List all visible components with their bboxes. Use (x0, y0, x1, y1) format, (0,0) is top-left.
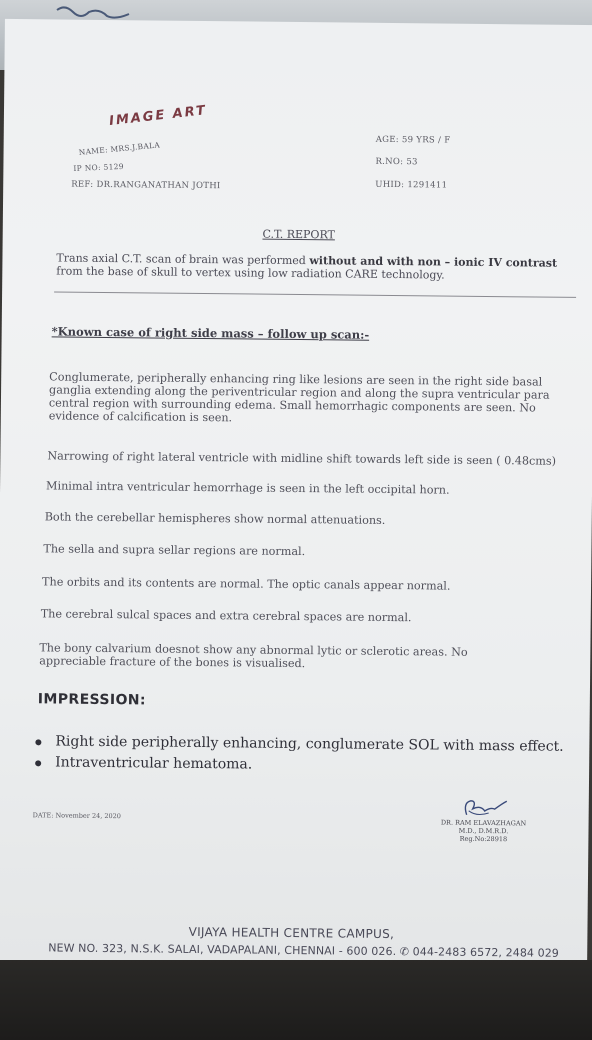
report-title: C.T. REPORT (262, 227, 335, 242)
impression-text: Right side peripherally enhancing, conglumerate SOL with mass effect. (55, 733, 564, 755)
patient-age: AGE: 59 YRS / F (375, 134, 451, 146)
report-date: DATE: November 24, 2020 (32, 811, 121, 821)
doctor-name: DR. RAM ELAVAZHAGAN (440, 818, 527, 828)
divider (54, 291, 576, 297)
impression-heading: IMPRESSION: (37, 691, 147, 709)
background-bottom (0, 960, 592, 1040)
report-intro (56, 251, 566, 282)
intro-text-a: Trans axial C.T. scan of brain was performed (56, 251, 310, 268)
doctor-signoff (428, 818, 538, 843)
finding-paragraph: Narrowing of right lateral ventricle with midline shift towards left side is seen ( 0.48cms) (47, 449, 557, 468)
ip-number: IP NO: 5129 (73, 161, 124, 173)
intro-text-c: from the base of skull to vertex using low radiation CARE technology. (56, 264, 445, 282)
bullet-icon (35, 760, 41, 766)
finding-paragraph: Conglumerate, peripherally enhancing ring like lesions are seen in the right side basal ganglia extending along the periventricular region and along the supra ventricular para central region with surrounding edema. Small hemorrhagic components are seen. No evidence of calcification is seen. (48, 370, 550, 425)
report-paper (0, 19, 592, 970)
impression-text: Intraventricular hematoma. (55, 754, 253, 773)
intro-text-bold: without and with non – ionic IV contrast (309, 254, 558, 270)
referring-doctor: REF: DR.RANGANATHAN JOTHI (71, 179, 221, 192)
finding-paragraph: Minimal intra ventricular hemorrhage is seen in the left occipital horn. (46, 479, 450, 497)
finding-paragraph: Both the cerebellar hemispheres show normal attenuations. (44, 510, 386, 527)
finding-paragraph: The orbits and its contents are normal. The optic canals appear normal. (42, 575, 451, 593)
doctor-registration: Reg.No:28918 (459, 834, 508, 844)
finding-paragraph: The sella and supra sellar regions are normal. (43, 542, 306, 559)
bullet-icon (35, 739, 41, 745)
doctor-degree: M.D., D.M.R.D. (458, 826, 509, 836)
impression-item (35, 752, 563, 779)
clinic-logo: IMAGE ART (108, 103, 208, 129)
finding-paragraph: The cerebral sulcal spaces and extra cerebral spaces are normal. (40, 607, 412, 625)
footer-campus: VIJAYA HEALTH CENTRE CAMPUS, (188, 924, 395, 942)
uhid: UHID: 1291411 (375, 179, 448, 191)
report-subtitle: *Known case of right side mass – follow up scan:- (51, 324, 370, 342)
doctor-signature (459, 797, 509, 822)
finding-paragraph: The bony calvarium doesnot show any abnormal lytic or sclerotic areas. No appreciable fracture of the bones is visualised. (39, 641, 468, 671)
footer-address: NEW NO. 323, N.S.K. SALAI, VADAPALANI, CHENNAI - 600 026. ✆ 044-2483 6572, 2484 029 (48, 941, 560, 960)
patient-name: NAME: MRS.J.BALA (78, 140, 161, 157)
impression-list (35, 731, 564, 779)
room-number: R.NO: 53 (375, 156, 418, 168)
